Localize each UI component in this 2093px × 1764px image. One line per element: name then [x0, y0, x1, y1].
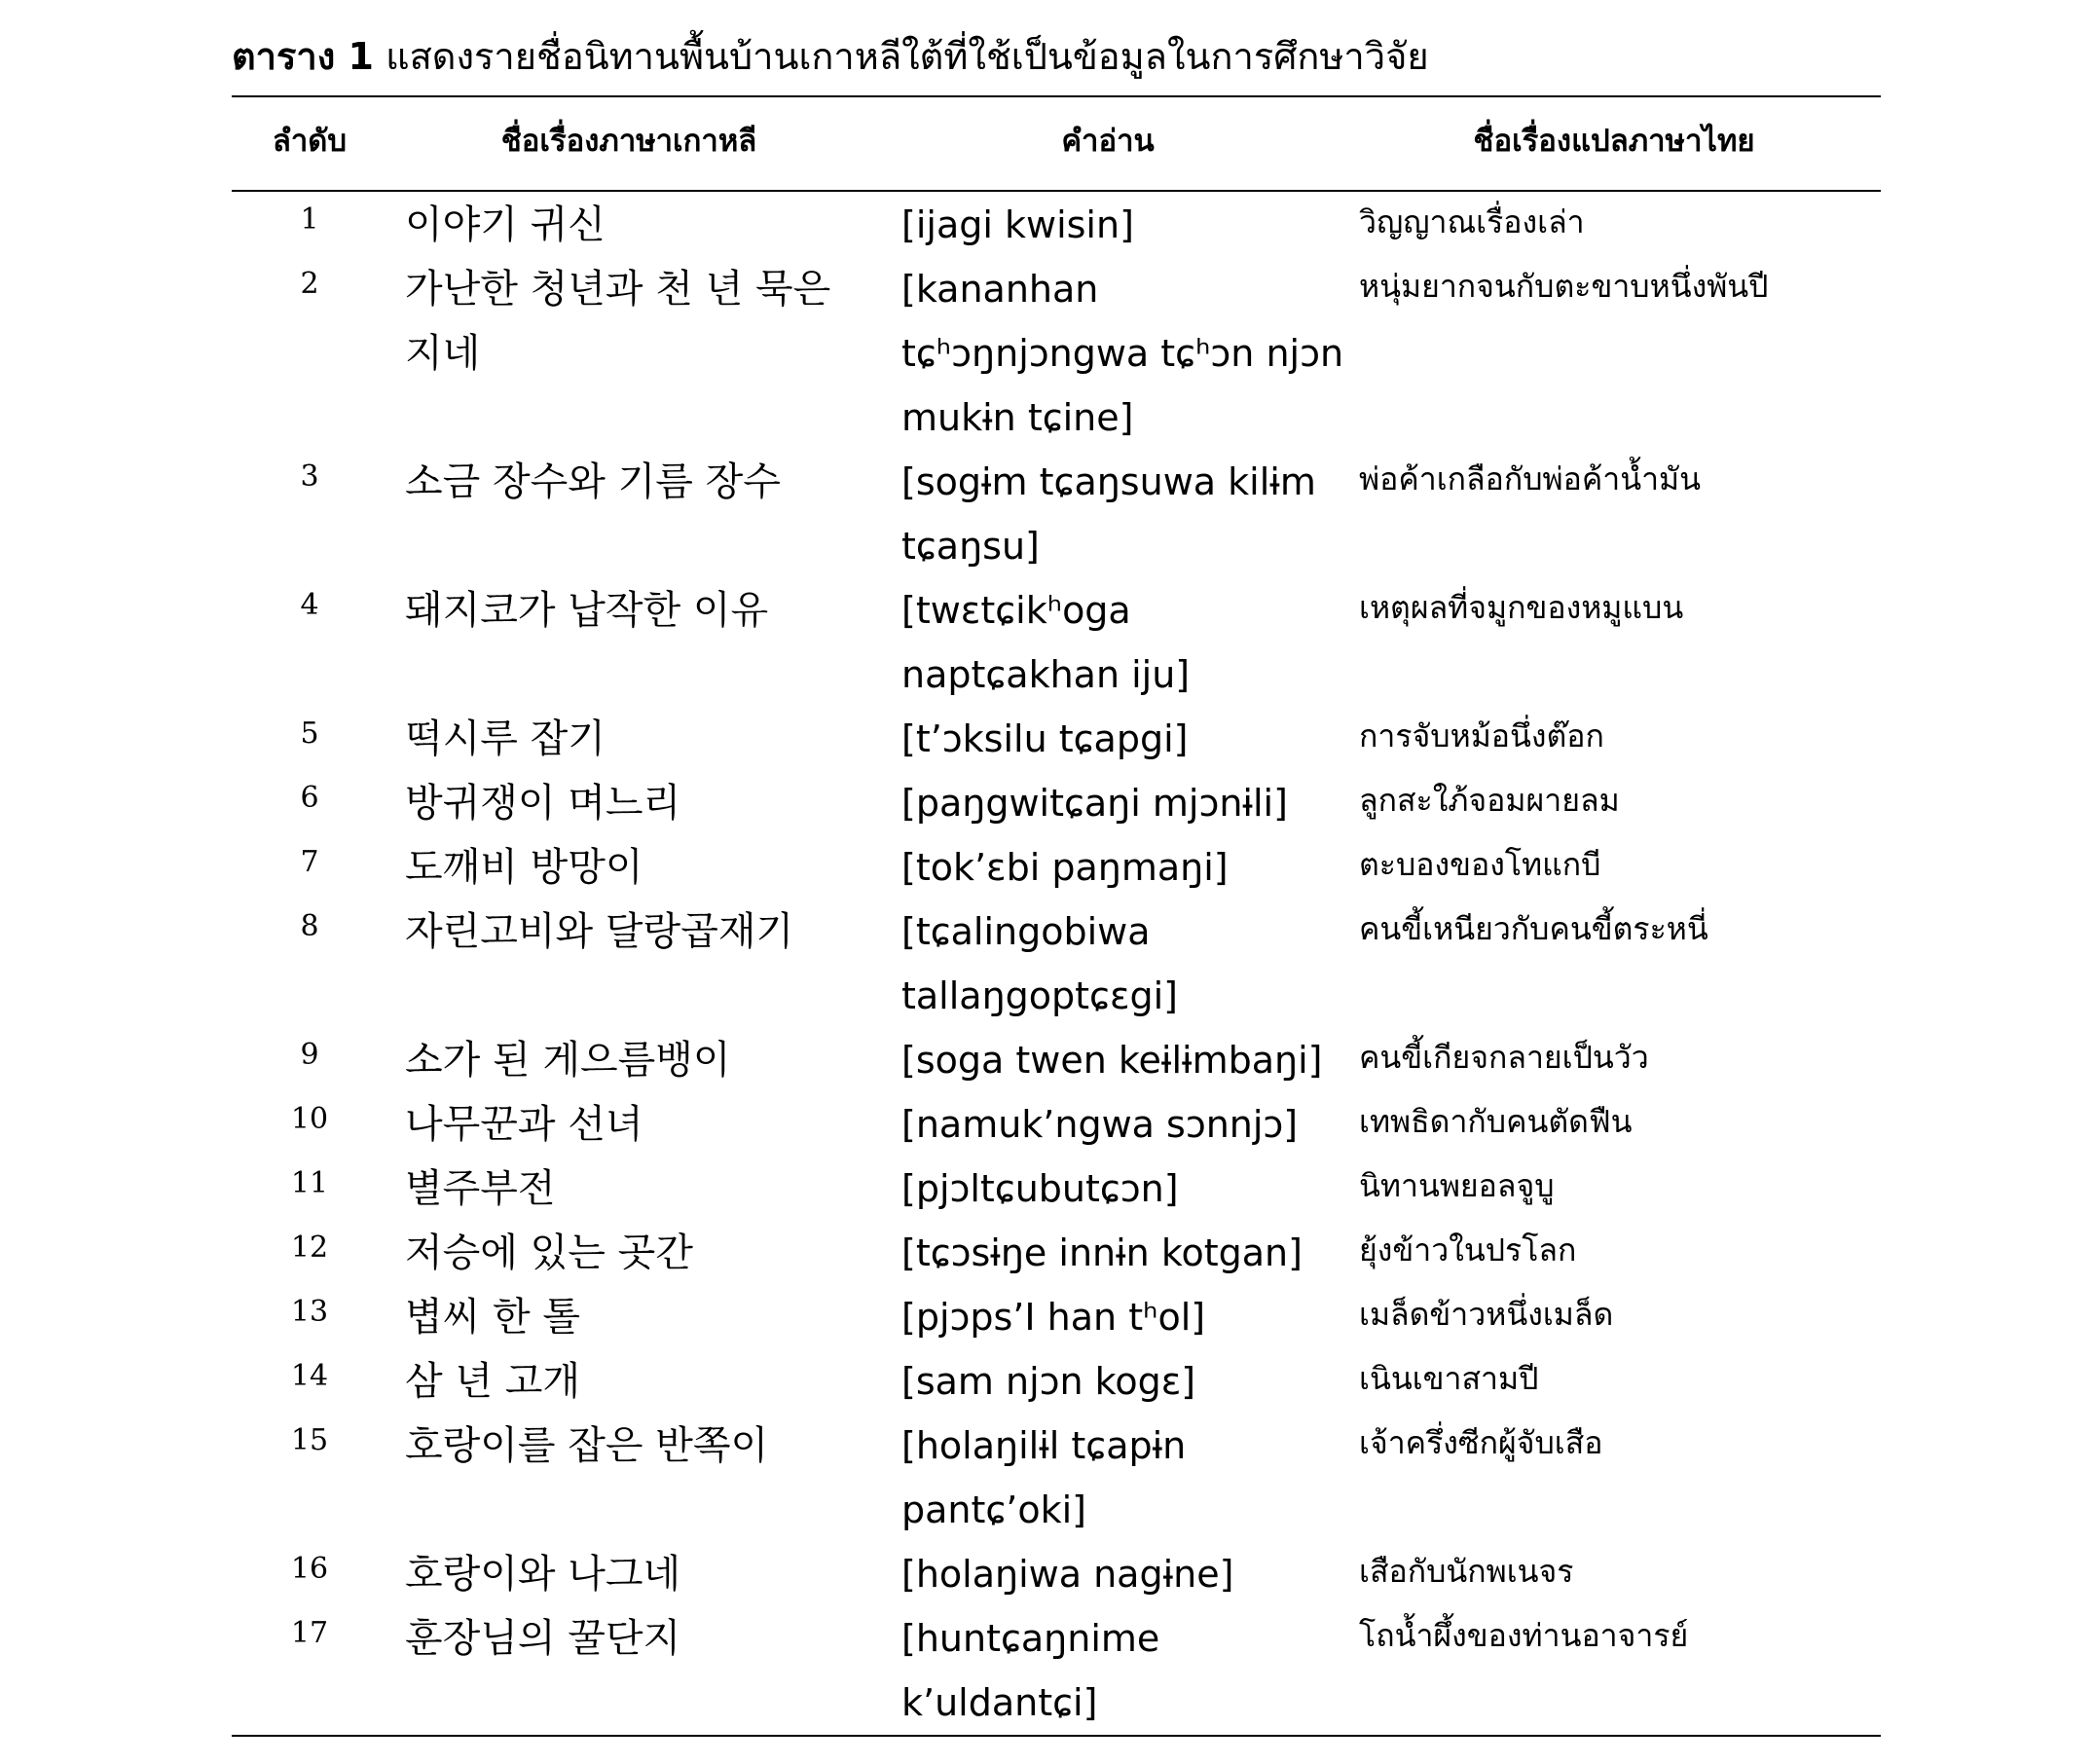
reading-line: [sogɨm tɕaŋsuwa kilɨm [901, 460, 1316, 503]
row-number: 8 [300, 909, 319, 943]
reading-line: [tɕalingobiwa [901, 910, 1151, 953]
korean-title-line: 도깨비 방망이 [405, 845, 643, 890]
reading-line: [tok’ɛbi paŋmaŋi] [901, 846, 1229, 889]
table-caption-label: ตาราง 1 [232, 35, 374, 78]
reading [901, 707, 1188, 771]
table-row [232, 900, 1881, 1028]
row-number: 12 [290, 1231, 329, 1265]
table-row [232, 450, 1881, 578]
reading [901, 193, 1134, 257]
row-number: 2 [300, 267, 319, 301]
reading-line: k’uldantɕi] [901, 1681, 1098, 1724]
korean-title-line: 이야기 귀신 [405, 202, 606, 247]
reading [901, 578, 1190, 707]
table-body [232, 193, 1881, 1735]
row-number: 7 [300, 845, 319, 879]
row-number: 5 [300, 717, 319, 751]
reading-line: [ijagi kwisin] [901, 203, 1134, 246]
reading [901, 1414, 1186, 1542]
row-number: 3 [300, 459, 319, 494]
reading-line: [holaŋilɨl tɕapɨn [901, 1424, 1187, 1467]
reading-line: tɕaŋsu] [901, 525, 1040, 568]
korean-title [405, 900, 793, 964]
korean-title [405, 1349, 580, 1414]
row-number: 16 [290, 1552, 329, 1586]
reading-line: mukɨn tɕine] [901, 396, 1134, 439]
table-row [232, 1221, 1881, 1285]
table-header-rule [232, 190, 1881, 192]
korean-title [405, 193, 606, 257]
table-row [232, 1092, 1881, 1157]
thai-title: เมล็ดข้าวหนึ่งเมล็ด [1359, 1296, 1614, 1333]
table-row [232, 578, 1881, 707]
korean-title-line: 저승에 있는 곳간 [405, 1231, 693, 1275]
row-number: 4 [300, 588, 319, 622]
table-caption-text: แสดงรายชื่อนิทานพื้นบ้านเกาหลีใต้ที่ใช้เป็นข้อมูลในการศึกษาวิจัย [386, 35, 1429, 78]
reading [901, 1349, 1195, 1414]
table-row [232, 1285, 1881, 1349]
header-reading: คำอ่าน [1061, 124, 1155, 159]
reading [901, 900, 1178, 1028]
reading [901, 1092, 1298, 1157]
korean-title [405, 1606, 680, 1671]
thai-title: เนินเขาสามปี [1359, 1360, 1539, 1397]
korean-title [405, 1285, 580, 1349]
korean-title-line: 삼 년 고개 [405, 1359, 580, 1404]
table-row [232, 1157, 1881, 1221]
thai-title: เจ้าครึ่งซีกผู้จับเสือ [1359, 1424, 1603, 1461]
table-row [232, 1542, 1881, 1606]
thai-title: การจับหม้อนึ่งต๊อก [1359, 717, 1604, 754]
table-row [232, 193, 1881, 257]
reading [901, 450, 1316, 578]
reading [901, 1028, 1322, 1092]
reading-line: [namuk’ngwa sɔnnjɔ] [901, 1103, 1299, 1146]
korean-title-line: 자린고비와 달랑곱재기 [405, 909, 794, 954]
reading-line: [paŋgwitɕaŋi mjɔnɨli] [901, 782, 1288, 825]
table-row [232, 835, 1881, 900]
header-thai-title: ชื่อเรื่องแปลภาษาไทย [1473, 124, 1755, 159]
korean-title [405, 450, 781, 514]
table-row [232, 771, 1881, 835]
reading [901, 1606, 1159, 1735]
table-row [232, 1414, 1881, 1542]
reading-line: [soga twen keɨlɨmbaŋi] [901, 1039, 1323, 1082]
thai-title: โถน้ำผึ้งของท่านอาจารย์ [1359, 1617, 1689, 1654]
reading-line: [t’ɔksilu tɕapgi] [901, 717, 1189, 760]
table-caption [232, 29, 1429, 84]
reading [901, 1542, 1233, 1606]
korean-title [405, 1221, 693, 1285]
thai-title: คนขี้เกียจกลายเป็นวัว [1359, 1039, 1649, 1076]
row-number: 15 [290, 1423, 329, 1457]
korean-title [405, 707, 606, 771]
table-row [232, 707, 1881, 771]
reading [901, 771, 1288, 835]
reading [901, 257, 1343, 450]
korean-title-line: 지네 [405, 331, 481, 376]
reading [901, 1157, 1179, 1221]
korean-title [405, 771, 680, 835]
row-number: 13 [290, 1295, 329, 1329]
korean-title-line: 가난한 청년과 천 년 묵은 [405, 267, 831, 312]
row-number: 10 [290, 1102, 329, 1136]
reading-line: [tɕɔsɨŋe innɨn kotgan] [901, 1231, 1303, 1274]
reading-line: [kananhan [901, 268, 1099, 311]
reading-line: pantɕ’oki] [901, 1488, 1086, 1531]
reading [901, 835, 1229, 900]
korean-title [405, 1414, 768, 1478]
row-number: 1 [300, 202, 319, 237]
thai-title: นิทานพยอลจูบู [1359, 1167, 1555, 1204]
table-top-rule [232, 95, 1881, 97]
row-number: 9 [300, 1038, 319, 1072]
korean-title-line: 호랑이를 잡은 반쪽이 [405, 1423, 769, 1468]
thai-title: ลูกสะใภ้จอมผายลม [1359, 782, 1620, 819]
header-order: ลำดับ [272, 124, 348, 159]
korean-title [405, 835, 643, 900]
row-number: 11 [290, 1166, 329, 1200]
korean-title [405, 1092, 643, 1157]
korean-title [405, 1157, 556, 1221]
thai-title: เสือกับนักพเนจร [1359, 1553, 1574, 1590]
korean-title-line: 호랑이와 나그네 [405, 1552, 681, 1597]
thai-title: เหตุผลที่จมูกของหมูแบน [1359, 589, 1684, 626]
thai-title: เทพธิดากับคนตัดฟืน [1359, 1103, 1633, 1140]
header-korean-title: ชื่อเรื่องภาษาเกาหลี [500, 124, 757, 159]
korean-title-line: 나무꾼과 선녀 [405, 1102, 643, 1147]
thai-title: วิญญาณเรื่องเล่า [1359, 203, 1585, 240]
table-header-row [232, 107, 1881, 175]
korean-title-line: 소가 된 게으름뱅이 [405, 1038, 731, 1083]
korean-title-line: 볍씨 한 톨 [405, 1295, 580, 1340]
reading-line: [holaŋiwa nagɨne] [901, 1553, 1234, 1596]
reading-line: [pjɔps’I han tʰol] [901, 1296, 1206, 1339]
korean-title-line: 돼지코가 납작한 이유 [405, 588, 769, 633]
thai-title: คนขี้เหนียวกับคนขี้ตระหนี่ [1359, 910, 1708, 947]
korean-title-line: 방귀쟁이 며느리 [405, 781, 681, 826]
korean-title-line: 떡시루 잡기 [405, 717, 606, 761]
reading-line: [pjɔltɕubutɕɔn] [901, 1167, 1179, 1210]
korean-title [405, 257, 830, 386]
reading-line: tallaŋgoptɕɛgi] [901, 974, 1178, 1017]
table-bottom-rule [232, 1735, 1881, 1737]
thai-title: หนุ่มยากจนกับตะขาบหนึ่งพันปี [1359, 268, 1769, 305]
reading-line: [huntɕaŋnime [901, 1617, 1160, 1660]
korean-title [405, 1028, 731, 1092]
table-row [232, 1028, 1881, 1092]
thai-title: ตะบองของโทแกบี [1359, 846, 1601, 883]
reading-line: [sam njɔn kogɛ] [901, 1360, 1196, 1403]
row-number: 17 [290, 1616, 329, 1650]
korean-title-line: 별주부전 [405, 1166, 556, 1211]
row-number: 6 [300, 781, 319, 815]
table-row [232, 1349, 1881, 1414]
reading-line: naptɕakhan iju] [901, 653, 1191, 696]
reading [901, 1285, 1205, 1349]
korean-title-line: 훈장님의 꿀단지 [405, 1616, 681, 1661]
reading-line: tɕʰɔŋnjɔngwa tɕʰɔn njɔn [901, 332, 1344, 375]
korean-title-line: 소금 장수와 기름 장수 [405, 459, 781, 504]
row-number: 14 [290, 1359, 329, 1393]
reading [901, 1221, 1303, 1285]
table-row [232, 1606, 1881, 1735]
korean-title [405, 578, 768, 643]
korean-title [405, 1542, 680, 1606]
thai-title: ยุ้งข้าวในปรโลก [1359, 1231, 1577, 1268]
thai-title: พ่อค้าเกลือกับพ่อค้าน้ำมัน [1359, 460, 1702, 497]
reading-line: [twɛtɕikʰoga [901, 589, 1131, 632]
table-row [232, 257, 1881, 450]
